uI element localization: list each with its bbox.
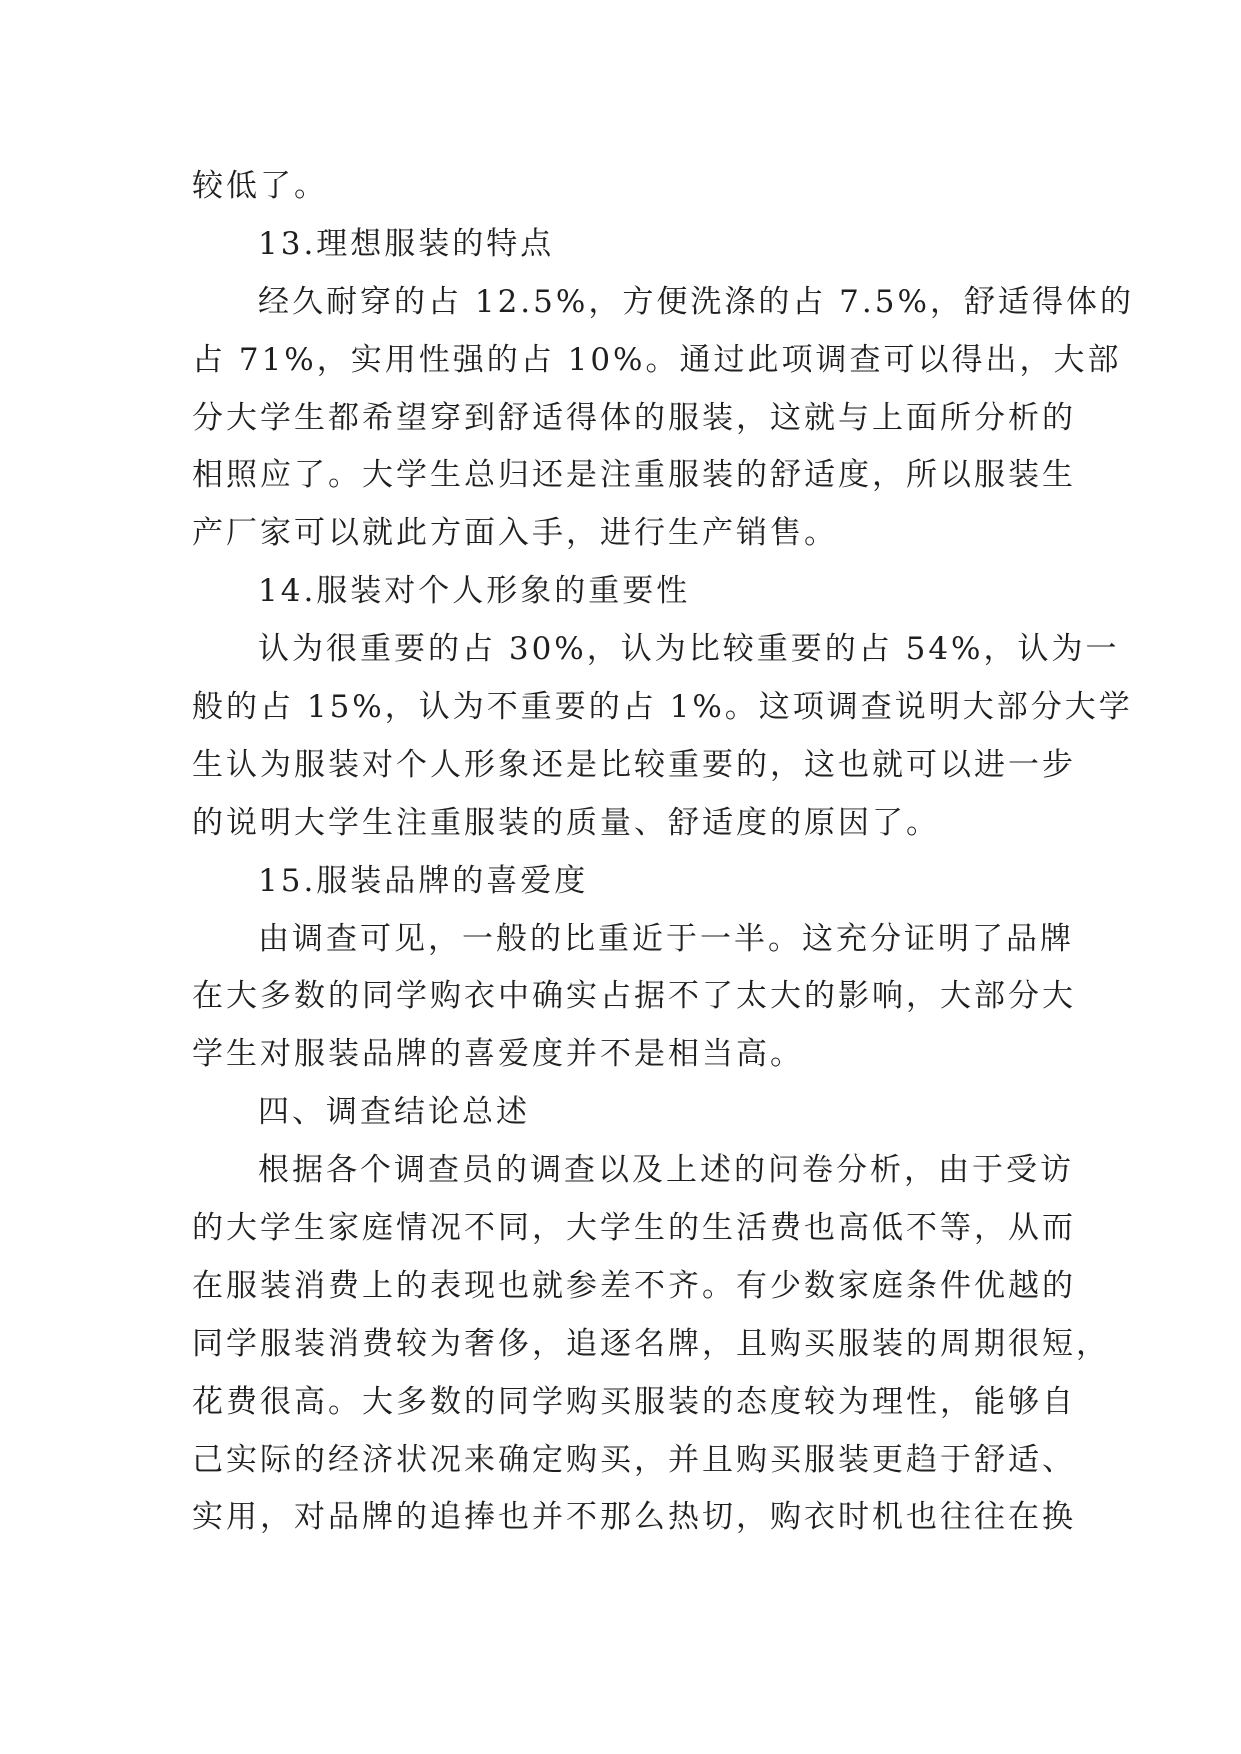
paragraph-line: 在大多数的同学购衣中确实占据不了太大的影响，大部分大	[192, 978, 1076, 1015]
paragraph-line: 在服装消费上的表现也就参差不齐。有少数家庭条件优越的	[192, 1267, 1076, 1304]
paragraph-line: 相照应了。大学生总归还是注重服装的舒适度，所以服装生	[192, 457, 1076, 494]
paragraph-line: 根据各个调查员的调查以及上述的问卷分析，由于受访	[258, 1152, 1074, 1189]
paragraph-line: 认为很重要的占 30%，认为比较重要的占 54%，认为一	[258, 631, 1120, 668]
paragraph-continuation-line: 较低了。	[192, 168, 328, 204]
paragraph-line: 同学服装消费较为奢侈，追逐名牌，且购买服装的周期很短，	[192, 1325, 1110, 1362]
paragraph-line: 己实际的经济状况来确定购买，并且购买服装更趋于舒适、	[192, 1441, 1076, 1478]
paragraph-line: 经久耐穿的占 12.5%，方便洗涤的占 7.5%，舒适得体的	[258, 283, 1134, 320]
paragraph-line: 分大学生都希望穿到舒适得体的服装，这就与上面所分析的	[192, 399, 1076, 436]
paragraph-line: 产厂家可以就此方面入手，进行生产销售。	[192, 515, 838, 552]
paragraph-line: 生认为服装对个人形象还是比较重要的，这也就可以进一步	[192, 746, 1076, 783]
paragraph-line: 由调查可见，一般的比重近于一半。这充分证明了品牌	[258, 920, 1074, 957]
section-heading-conclusion: 四、调查结论总述	[258, 1094, 530, 1131]
paragraph-line: 般的占 15%，认为不重要的占 1%。这项调查说明大部分大学	[192, 689, 1133, 726]
body-text	[192, 158, 1134, 1547]
section-heading-13: 13.理想服装的特点	[258, 225, 555, 262]
paragraph-line: 的大学生家庭情况不同，大学生的生活费也高低不等，从而	[192, 1210, 1076, 1247]
paragraph-line: 实用，对品牌的追捧也并不那么热切，购衣时机也往往在换	[192, 1499, 1076, 1536]
section-heading-15: 15.服装品牌的喜爱度	[258, 862, 589, 899]
paragraph-line: 花费很高。大多数的同学购买服装的态度较为理性，能够自	[192, 1383, 1076, 1420]
paragraph-line: 学生对服装品牌的喜爱度并不是相当高。	[192, 1036, 804, 1073]
paragraph-line: 的说明大学生注重服装的质量、舒适度的原因了。	[192, 804, 940, 841]
section-heading-14: 14.服装对个人形象的重要性	[258, 573, 691, 610]
paragraph-line: 占 71%，实用性强的占 10%。通过此项调查可以得出，大部	[192, 341, 1122, 378]
